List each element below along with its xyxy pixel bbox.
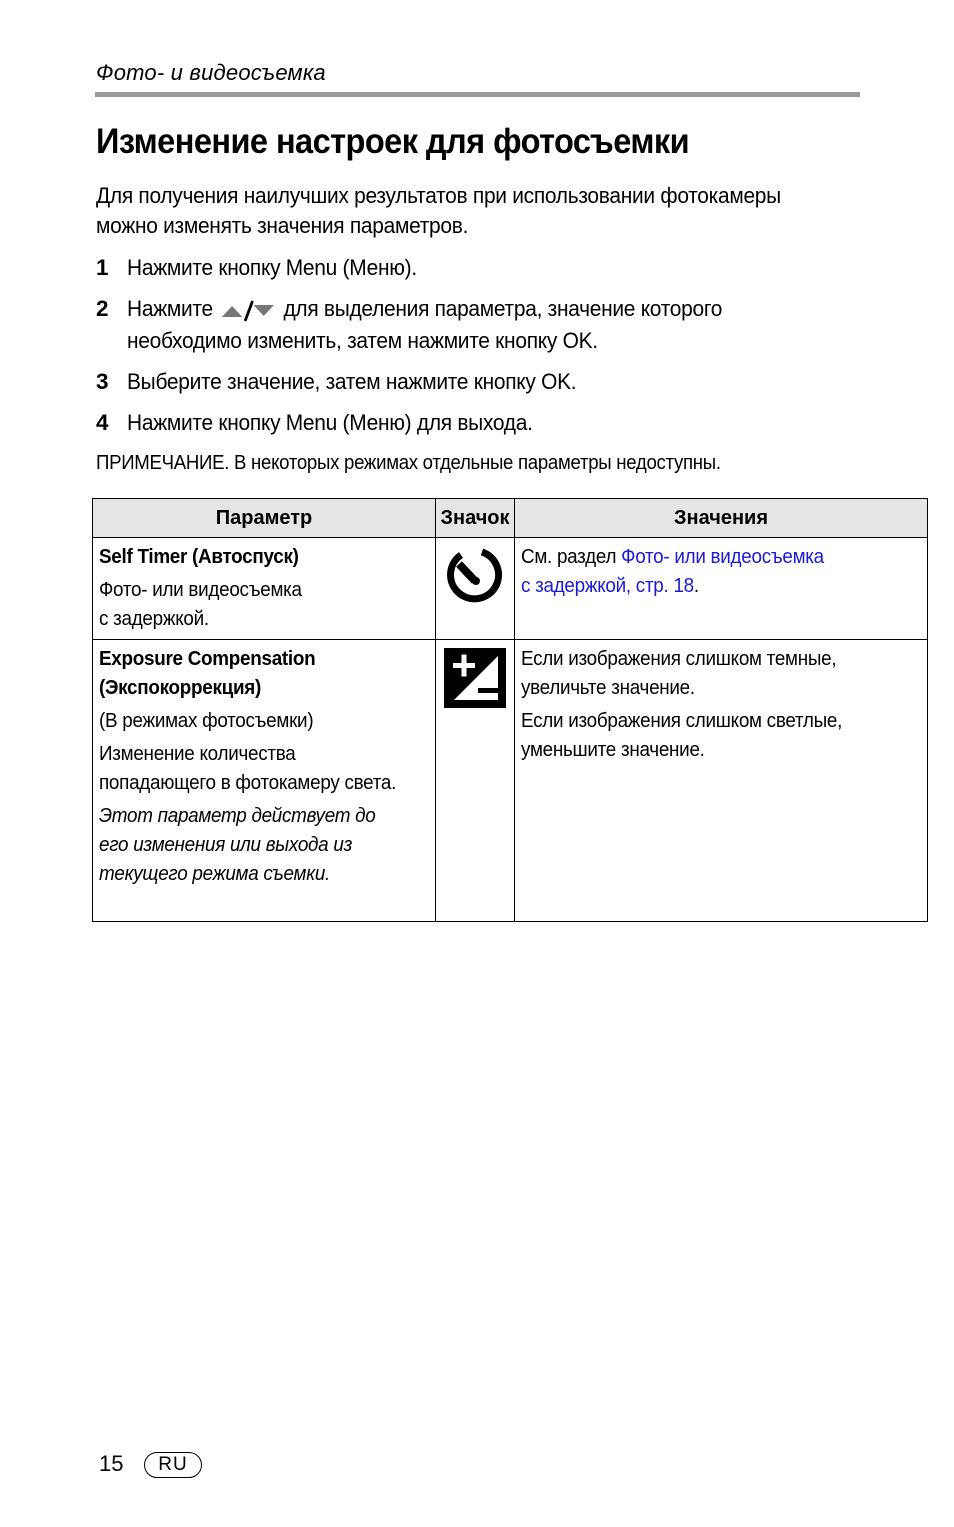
param-name: Self Timer (Автоспуск) [99,545,299,568]
language-badge: RU [144,1452,202,1478]
step-text [127,293,815,357]
step-4 [96,407,861,439]
step-number: 1 [96,255,109,280]
header-param: Параметр [93,499,436,538]
step-3 [96,366,861,398]
param-desc: (В режимах фотосъемки) [99,709,314,732]
step-number: 4 [96,410,109,435]
value-suffix: . [693,574,699,597]
intro-paragraph: Для получения наилучших результатов при использовании фотокамеры можно изменять значения параметров. [96,183,781,238]
param-desc-italic: Этот параметр действует до его изменения или выхода из текущего режима съемки. [99,804,376,885]
header-rule [95,92,860,97]
running-header: Фото- и видеосъемка [96,60,326,85]
step-text-after: для выделения параметра, значение которого необходимо изменить, затем нажмите кнопку OK. [127,296,723,353]
step-text-before: Нажмите [127,296,213,321]
note: ПРИМЕЧАНИЕ. В некоторых режимах отдельные параметры недоступны. [96,452,721,474]
cross-reference-link-page[interactable]: с задержкой, стр. 18 [521,574,694,597]
step-2 [96,293,861,357]
up-down-arrows-icon [220,298,276,322]
header-values: Значения [515,499,928,538]
step-text: Нажмите кнопку Menu (Меню) для выхода. [127,410,533,435]
values-cell [515,538,928,640]
table-row [93,538,928,640]
table-header-row [93,499,928,538]
steps-list [96,252,861,448]
self-timer-icon [442,542,508,606]
page-number: 15 [99,1451,124,1476]
table-row [93,640,928,922]
step-number: 3 [96,369,109,394]
step-1 [96,252,861,284]
value-text: Если изображения слишком светлые, уменьшите значение. [521,709,843,761]
icon-cell [436,538,515,640]
param-name: Exposure Compensation (Экспокоррекция) [99,647,316,699]
value-text: Если изображения слишком темные, увеличьте значение. [521,647,837,699]
param-desc: Изменение количества попадающего в фотокамеру света. [99,742,397,794]
step-number: 2 [96,296,109,321]
values-cell [515,640,928,922]
param-desc: с задержкой. [99,607,209,630]
value-prefix: См. раздел [521,545,622,568]
step-text: Нажмите кнопку Menu (Меню). [127,255,417,280]
step-text: Выберите значение, затем нажмите кнопку OK. [127,369,577,394]
parameters-table [92,498,928,922]
cross-reference-link[interactable]: Фото- или видеосъемка [621,545,824,568]
header-icon: Значок [436,499,515,538]
param-cell [93,538,436,640]
icon-cell [436,640,515,922]
page-title: Изменение настроек для фотосъемки [96,122,690,161]
exposure-compensation-icon [442,644,508,710]
param-desc: Фото- или видеосъемка [99,578,302,601]
param-cell [93,640,436,922]
